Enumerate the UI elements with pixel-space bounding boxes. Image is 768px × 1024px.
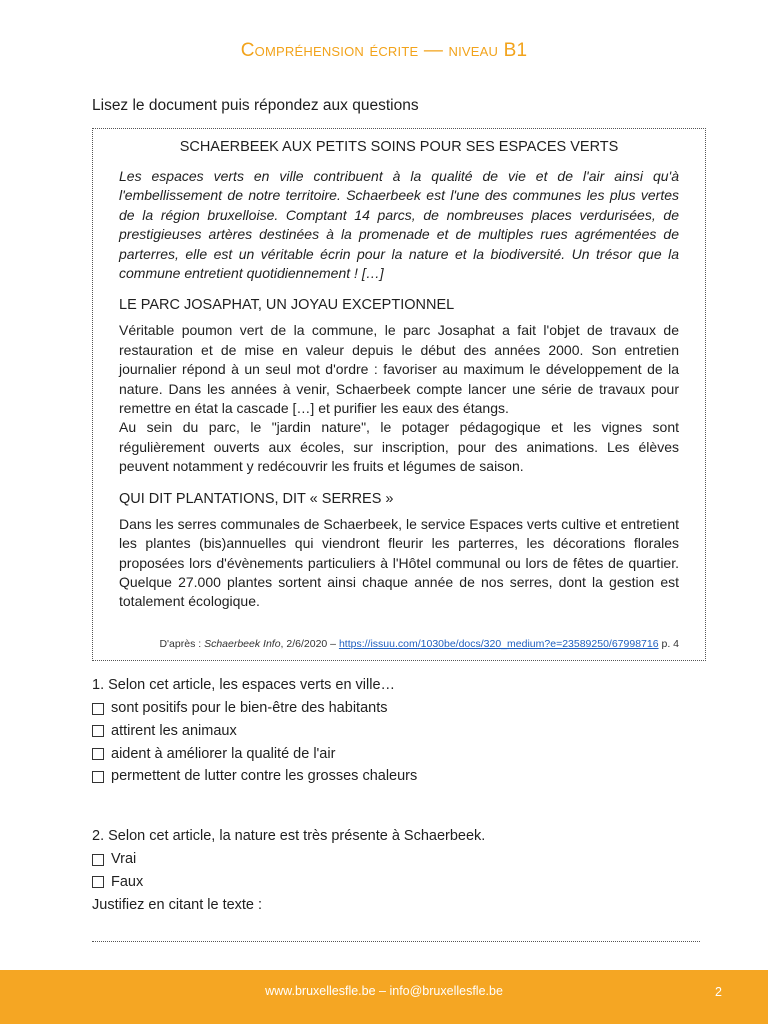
article-paragraph-1: Véritable poumon vert de la commune, le parc Josaphat a fait l'objet de travaux de restauration et de mise en valeur depuis le début des années 2000. Son entretien journalier répond à un seul mot d'ordre : favoriser au maximum le développement de la nature. Dans les années à venir, Schaerbeek compte lancer une série de travaux pour remettre en état la cascade […] et purifier les eaux des étangs. [119, 322, 679, 417]
option-label: permettent de lutter contre les grosses chaleurs [111, 768, 418, 785]
article-paragraph-3: Dans les serres communales de Schaerbeek, le service Espaces verts cultive et entretient les plantes (bis)annuelles qui viendront fleurir les parterres, les décorations florales proposées lors d'évènements particuliers à l'Hôtel communal ou lors de fêtes de quartier. Quelque 27.000 plantes sortent ainsi chaque année de nos serres, dont la gestion est totalement écologique. [119, 515, 679, 610]
question-2 [92, 828, 485, 913]
source-publication: Schaerbeek Info [204, 638, 281, 650]
question-2-option-faux[interactable] [92, 874, 485, 890]
checkbox-icon[interactable] [92, 725, 104, 737]
footer-contact[interactable]: www.bruxellesfle.be – info@bruxellesfle.be [265, 984, 503, 998]
justify-prompt: Justifiez en citant le texte : [92, 896, 263, 913]
answer-line[interactable] [92, 941, 700, 942]
checkbox-icon[interactable] [92, 771, 104, 783]
option-label: attirent les animaux [111, 722, 237, 739]
checkbox-icon[interactable] [92, 854, 104, 866]
source-suffix: p. 4 [658, 638, 679, 650]
question-1-option[interactable] [92, 723, 417, 739]
question-1-text: 1. Selon cet article, les espaces verts en ville… [92, 677, 396, 693]
section-heading-serres: QUI DIT PLANTATIONS, DIT « SERRES » [119, 490, 394, 507]
question-2-text: 2. Selon cet article, la nature est très présente à Schaerbeek. [92, 828, 486, 844]
section-heading-josaphat: LE PARC JOSAPHAT, UN JOYAU EXCEPTIONNEL [119, 297, 455, 314]
page-title: Compréhension écrite — niveau B1 [240, 40, 528, 61]
article-title: SCHAERBEEK AUX PETITS SOINS POUR SES ESPACES VERTS [179, 139, 619, 155]
footer [0, 970, 768, 1024]
question-1-option[interactable] [92, 700, 417, 716]
question-1 [92, 677, 417, 791]
article-box [92, 128, 706, 661]
question-1-option[interactable] [92, 746, 417, 762]
option-label: Faux [111, 873, 144, 890]
question-1-option[interactable] [92, 768, 417, 784]
source-date: , 2/6/2020 – [280, 638, 339, 650]
article-intro: Les espaces verts en ville contribuent à la qualité de vie et de l'air ainsi qu'à l'embellissement de notre territoire. Schaerbeek est l'une des communes les plus vertes de la région bruxelloise. Comptant 14 parcs, de nombreuses places verdurisées, de prestigieuses artères destinées à la promenade et de multiples rues agrémentées de parterres, elle est un véritable écrin pour la nature et la biodiversité. Un trésor que la commune entretient quotidiennement ! […] [119, 168, 679, 282]
option-label: aident à améliorer la qualité de l'air [111, 745, 336, 762]
checkbox-icon[interactable] [92, 748, 104, 760]
question-2-option-vrai[interactable] [92, 851, 485, 867]
article-source [159, 638, 679, 650]
article-paragraph-2: Au sein du parc, le "jardin nature", le potager pédagogique et les vignes sont régulièrement ouverts aux écoles, sur inscription, pour des animations. Les élèves peuvent notamment y redécouvrir les fruits et légumes de saison. [119, 419, 679, 475]
source-prefix: D'après : [159, 638, 205, 650]
option-label: Vrai [111, 851, 137, 867]
option-label: sont positifs pour le bien-être des habitants [111, 700, 388, 716]
checkbox-icon[interactable] [92, 703, 104, 715]
checkbox-icon[interactable] [92, 876, 104, 888]
source-link[interactable]: https://issuu.com/1030be/docs/320_medium?e=23589250/67998716 [338, 638, 659, 650]
instructions: Lisez le document puis répondez aux questions [92, 97, 419, 114]
page-number: 2 [715, 985, 722, 999]
